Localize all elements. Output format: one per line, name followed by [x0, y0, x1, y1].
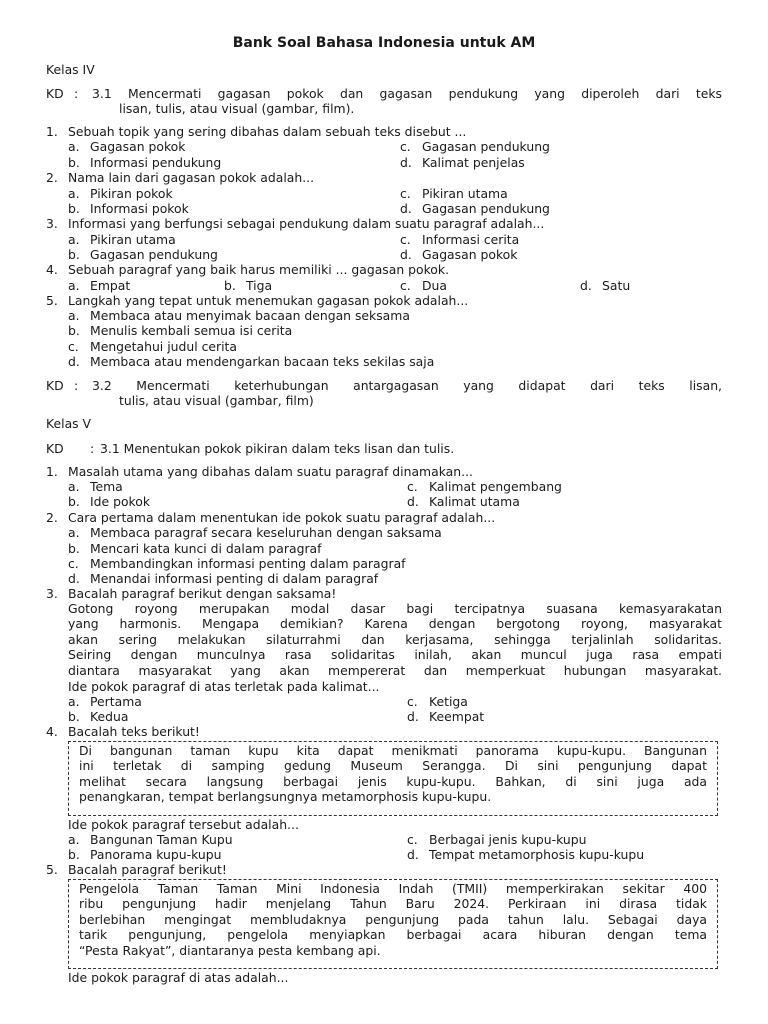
option-text: Ide pokok	[90, 494, 151, 509]
option-text: Panorama kupu-kupu	[90, 847, 222, 862]
kd-text-line: tulis, atau visual (gambar, film)	[119, 393, 314, 409]
option-text: Membandingkan informasi penting dalam paragraf	[90, 556, 406, 571]
question-text: Informasi yang berfungsi sebagai pendukung dalam suatu paragraf adalah...	[68, 216, 545, 231]
question	[46, 724, 722, 739]
option-text: Mencari kata kunci di dalam paragraf	[90, 541, 322, 556]
option-letter: d.	[407, 709, 419, 724]
option-text: Kalimat pengembang	[429, 479, 562, 494]
option-letter: d.	[407, 847, 419, 862]
option-letter: b.	[68, 541, 80, 556]
question	[46, 862, 722, 877]
answer-option	[68, 308, 410, 323]
option-text: Informasi pendukung	[90, 155, 222, 170]
option-text: Membaca paragraf secara keseluruhan dengan saksama	[90, 525, 442, 540]
question-text: Bacalah teks berikut!	[68, 724, 200, 739]
option-text: Pikiran utama	[422, 186, 508, 201]
option-text: Gagasan pendukung	[422, 201, 550, 216]
option-letter: b.	[68, 847, 80, 862]
answer-option	[68, 556, 406, 571]
option-letter: b.	[68, 201, 80, 216]
paragraph-line: akan sering melakukan silaturrahmi dan kerjasama, sehingga terjalinlah solidaritas.	[68, 631, 722, 647]
option-letter: d.	[407, 494, 419, 509]
reading-text-box	[68, 741, 718, 816]
option-text: Empat	[90, 278, 131, 293]
answer-option	[68, 155, 221, 170]
question-text: Sebuah paragraf yang baik harus memiliki ... gagasan pokok.	[68, 262, 450, 277]
answer-option	[68, 832, 233, 847]
question-number: 1.	[46, 124, 58, 139]
paragraph-line: penangkaran, tempat berlangsungnya metamorphosis kupu-kupu.	[79, 789, 492, 805]
option-letter: c.	[407, 694, 418, 709]
answer-option	[580, 278, 630, 293]
paragraph-line: Di bangunan taman kupu kita dapat menikmati panorama kupu-kupu. Bangunan	[79, 743, 707, 758]
option-text: Menulis kembali semua isi cerita	[90, 323, 293, 338]
kd-label: KD	[46, 441, 64, 456]
answer-option	[68, 232, 176, 247]
answer-option	[68, 541, 322, 556]
question-number: 5.	[46, 862, 58, 877]
option-text: Informasi pokok	[90, 201, 189, 216]
question-text: Langkah yang tepat untuk menemukan gagasan pokok adalah...	[68, 293, 469, 308]
kd-colon: :	[90, 441, 95, 456]
question-number: 5.	[46, 293, 58, 308]
answer-option	[68, 694, 142, 709]
option-text: Kedua	[90, 709, 129, 724]
kd-3-1-kelas-v	[46, 441, 722, 456]
paragraph-line: berlebihan mengingat membludaknya pengunjung pada tahun lalu. Sebagai daya	[79, 911, 707, 927]
question	[46, 464, 722, 479]
option-text: Berbagai jenis kupu-kupu	[429, 832, 587, 847]
option-letter: a.	[68, 832, 80, 847]
question	[46, 510, 722, 525]
answer-option	[400, 247, 517, 262]
option-text: Menandai informasi penting di dalam paragraf	[90, 571, 379, 586]
paragraph-line: yang harmonis. Mengapa demikian? Karena dengan bergotong royong, masyarakat	[68, 616, 722, 632]
paragraph-line: ini terletak di samping gedung Museum Serangga. Di sini pengunjung dapat	[79, 758, 707, 774]
option-letter: c.	[68, 556, 79, 571]
answer-option	[400, 186, 508, 201]
option-text: Gagasan pokok	[422, 247, 518, 262]
answer-option	[68, 201, 189, 216]
option-text: Pertama	[90, 694, 142, 709]
answer-option	[407, 479, 562, 494]
option-letter: b.	[68, 155, 80, 170]
option-letter: c.	[407, 832, 418, 847]
option-letter: b.	[68, 247, 80, 262]
option-letter: c.	[400, 186, 411, 201]
option-letter: c.	[407, 479, 418, 494]
question-number: 4.	[46, 262, 58, 277]
paragraph-line: tarik pengunjung, pengelola menyiapkan berbagai acara hiburan dengan tema	[79, 927, 707, 943]
answer-option	[407, 832, 586, 847]
kelas-v-heading: Kelas V	[46, 416, 92, 431]
question-text: Masalah utama yang dibahas dalam suatu paragraf dinamakan...	[68, 464, 473, 479]
option-text: Gagasan pokok	[90, 139, 186, 154]
option-letter: d.	[400, 155, 412, 170]
question-text: Bacalah paragraf berikut dengan saksama!	[68, 586, 337, 601]
answer-option	[68, 571, 378, 586]
question-number: 2.	[46, 510, 58, 525]
question	[46, 124, 722, 139]
answer-option	[407, 847, 644, 862]
answer-option	[68, 139, 185, 154]
answer-option	[68, 278, 130, 293]
kd-text-line: 3.1 Menentukan pokok pikiran dalam teks lisan dan tulis.	[100, 441, 455, 456]
option-letter: d.	[68, 354, 80, 369]
question-text: Bacalah paragraf berikut!	[68, 862, 227, 877]
answer-option	[407, 694, 468, 709]
kd-3-1-kelas-iv	[46, 86, 722, 117]
question-prompt: Ide pokok paragraf di atas adalah...	[68, 970, 289, 985]
answer-option	[68, 186, 173, 201]
question-number: 1.	[46, 464, 58, 479]
question	[46, 293, 722, 308]
option-letter: d.	[68, 571, 80, 586]
question-prompt: Ide pokok paragraf di atas terletak pada kalimat...	[68, 679, 380, 694]
answer-option	[400, 201, 550, 216]
question-text: Nama lain dari gagasan pokok adalah...	[68, 170, 315, 185]
option-letter: d.	[400, 201, 412, 216]
option-text: Satu	[602, 278, 631, 293]
option-text: Tema	[90, 479, 123, 494]
kd-text-line: 3.2 Mencermati keterhubungan antargagasan yang didapat dari teks lisan,	[92, 378, 722, 393]
paragraph-line: “Pesta Rakyat”, diantaranya pesta kembang api.	[79, 942, 381, 958]
answer-option	[407, 494, 520, 509]
page-title: Bank Soal Bahasa Indonesia untuk AM	[232, 35, 536, 51]
reading-text-box	[68, 879, 718, 969]
answer-option	[68, 247, 218, 262]
option-letter: a.	[68, 525, 80, 540]
answer-option	[407, 709, 484, 724]
kd-colon: :	[74, 378, 79, 393]
answer-option	[400, 278, 447, 293]
option-letter: c.	[400, 139, 411, 154]
option-text: Ketiga	[429, 694, 468, 709]
question-number: 3.	[46, 586, 58, 601]
question-number: 2.	[46, 170, 58, 185]
option-letter: a.	[68, 479, 80, 494]
question	[46, 262, 722, 277]
kelas-iv-heading: Kelas IV	[46, 62, 95, 77]
answer-option	[68, 709, 128, 724]
option-letter: a.	[68, 232, 80, 247]
option-text: Gagasan pendukung	[422, 139, 550, 154]
option-text: Mengetahui judul cerita	[90, 339, 238, 354]
answer-option	[400, 155, 525, 170]
question-prompt: Ide pokok paragraf tersebut adalah...	[68, 817, 299, 832]
question-number: 3.	[46, 216, 58, 231]
paragraph-line: ribu pengunjung hadir menjelang Tahun Baru 2024. Perkiraan ini dirasa tidak	[79, 896, 707, 912]
paragraph-line: melihat secara langsung berbagai jenis kupu-kupu. Bahkan, di sini juga ada	[79, 773, 707, 789]
kd-label: KD	[46, 378, 64, 393]
option-text: Kalimat utama	[429, 494, 520, 509]
option-text: Membaca atau menyimak bacaan dengan seksama	[90, 308, 410, 323]
option-letter: d.	[400, 247, 412, 262]
kd-label: KD	[46, 86, 64, 101]
option-letter: b.	[224, 278, 236, 293]
paragraph-line: diantara masyarakat yang akan mempererat dan memperkuat hubungan masyarakat.	[68, 662, 722, 678]
option-text: Gagasan pendukung	[90, 247, 218, 262]
option-letter: d.	[580, 278, 592, 293]
paragraph-line: Gotong royong merupakan modal dasar bagi tercipatnya suasana kemasyarakatan	[68, 601, 722, 616]
kd-text-line: lisan, tulis, atau visual (gambar, film).	[119, 101, 355, 117]
option-letter: a.	[68, 308, 80, 323]
option-letter: c.	[400, 278, 411, 293]
option-letter: a.	[68, 186, 80, 201]
question	[46, 170, 722, 185]
answer-option	[68, 323, 292, 338]
option-letter: a.	[68, 278, 80, 293]
option-text: Bangunan Taman Kupu	[90, 832, 233, 847]
question-number: 4.	[46, 724, 58, 739]
option-text: Dua	[422, 278, 447, 293]
option-text: Pikiran utama	[90, 232, 176, 247]
option-letter: a.	[68, 139, 80, 154]
reading-paragraph	[68, 601, 722, 678]
kd-3-2-kelas-iv	[46, 378, 722, 409]
answer-option	[224, 278, 272, 293]
question-text: Sebuah topik yang sering dibahas dalam sebuah teks disebut ...	[68, 124, 467, 139]
option-letter: c.	[68, 339, 79, 354]
option-letter: a.	[68, 694, 80, 709]
answer-option	[400, 139, 550, 154]
question	[46, 586, 722, 601]
answer-option	[400, 232, 519, 247]
option-letter: b.	[68, 494, 80, 509]
question-text: Cara pertama dalam menentukan ide pokok suatu paragraf adalah...	[68, 510, 496, 525]
paragraph-line: Seiring dengan munculnya rasa solidaritas inilah, akan muncul juga rasa empati	[68, 647, 722, 663]
question	[46, 216, 722, 231]
option-text: Informasi cerita	[422, 232, 520, 247]
answer-option	[68, 479, 123, 494]
option-text: Tiga	[246, 278, 273, 293]
answer-option	[68, 339, 237, 354]
option-text: Kalimat penjelas	[422, 155, 525, 170]
answer-option	[68, 354, 434, 369]
option-letter: c.	[400, 232, 411, 247]
option-text: Membaca atau mendengarkan bacaan teks sekilas saja	[90, 354, 435, 369]
answer-option	[68, 525, 442, 540]
paragraph-line: Pengelola Taman Taman Mini Indonesia Indah (TMII) memperkirakan sekitar 400	[79, 881, 707, 896]
option-letter: b.	[68, 709, 80, 724]
kd-text-line: 3.1 Mencermati gagasan pokok dan gagasan pendukung yang diperoleh dari teks	[92, 86, 722, 101]
option-text: Tempat metamorphosis kupu-kupu	[429, 847, 645, 862]
answer-option	[68, 494, 150, 509]
option-text: Pikiran pokok	[90, 186, 173, 201]
option-text: Keempat	[429, 709, 485, 724]
answer-option	[68, 847, 221, 862]
option-letter: b.	[68, 323, 80, 338]
kd-colon: :	[74, 86, 79, 101]
